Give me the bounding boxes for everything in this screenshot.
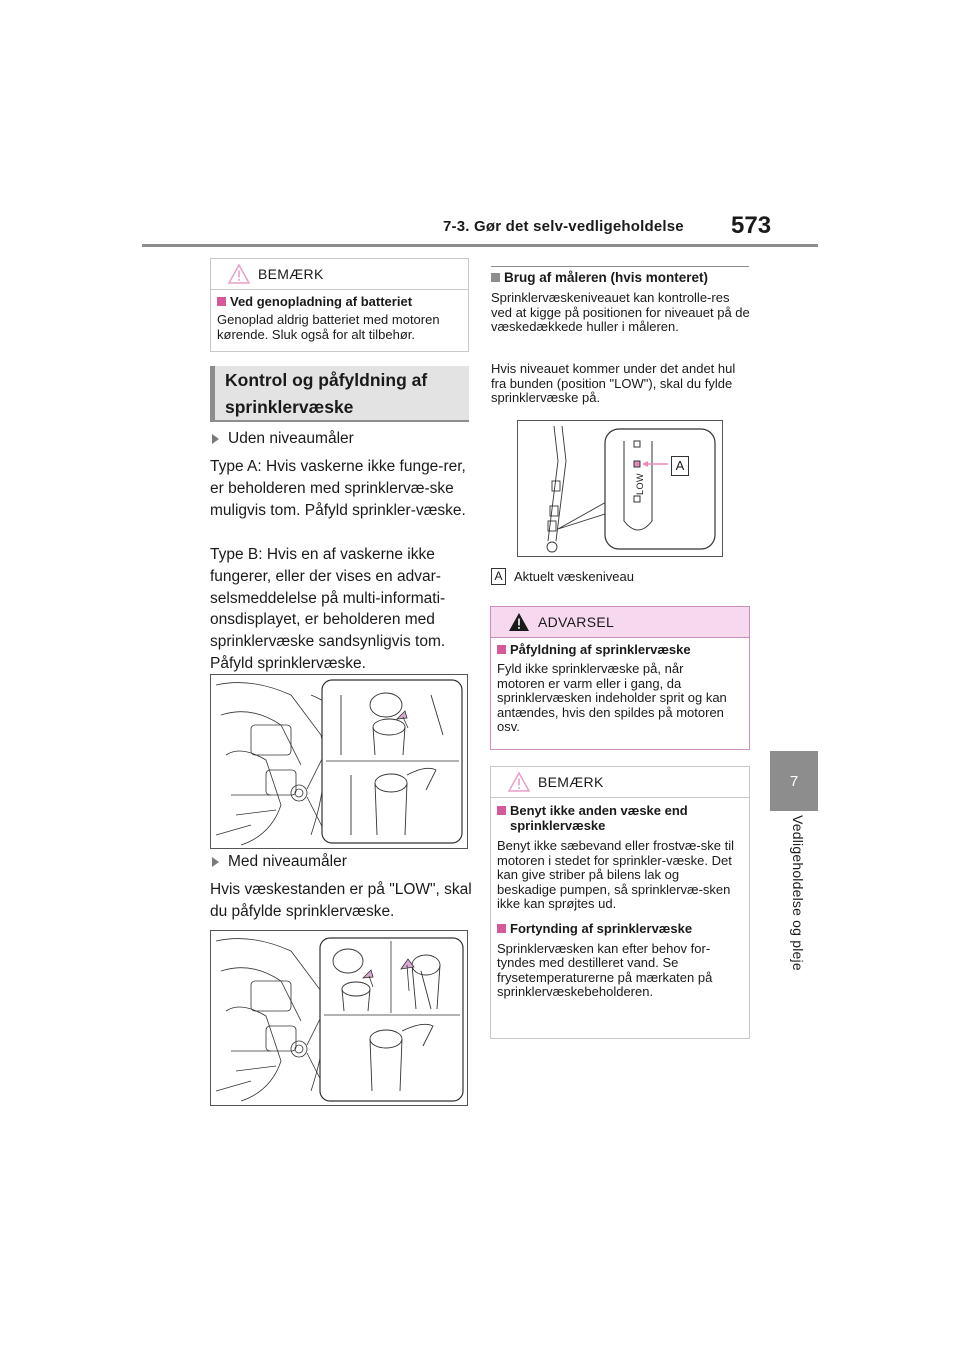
subsection-rule [491,266,749,267]
paragraph-type-b: Type B: Hvis en af vaskerne ikke fungerer, eller der vises en advar-selsmeddelelse på multi-informati-onsdisplayet, er beholderen med sprinklervæske sandsynligvis tom. Påfyld sprinklervæske. [210,546,446,672]
note-box-header [491,767,749,798]
note-text-1: Benyt ikke sæbevand eller frostvæ-ske til motoren i stedet for sprinkler-væske. Det kan give striber på bilens lak og beskadige pumpen, så sprinklervæ-sken ikke kan sprøjtes ud. [497,838,734,911]
paragraph-low-level: Hvis væskestanden er på "LOW", skal du påfylde sprinklervæske. [210,881,472,920]
figure-engine-bay-type-b [210,930,468,1106]
page-number: 573 [731,212,772,239]
note-heading: BEMÆRK [258,266,324,282]
bullet-square-icon [491,273,500,282]
note-subheading-1: Benyt ikke anden væske end sprinklervæske [497,803,707,833]
engine-illustration-icon [211,675,468,849]
note-subheading: Ved genopladning af batteriet [217,294,462,309]
figure-engine-bay-type-a [210,674,468,849]
note-box-battery [210,258,469,352]
note-text-2: Sprinklervæsken kan efter behov for-tyndes med destilleret vand. Se frysetemperaturerne på mærkaten på sprinklervæskebeholderen. [497,940,713,999]
warning-box [490,606,750,750]
section-heading [210,366,469,422]
bullet-without-gauge: Uden niveaumåler [212,430,354,448]
gauge-low-label: LOW [635,473,645,496]
legend-text: Aktuelt væskeniveau [514,569,634,584]
warning-subheading: Påfyldning af sprinklervæske [497,642,743,657]
note-text: Genoplad aldrig batteriet med motoren kørende. Sluk også for alt tilbehør. [217,312,440,342]
note-heading: BEMÆRK [538,774,604,790]
bullet-square-icon [217,297,226,306]
gauge-paragraph-2: Hvis niveauet kommer under det andet hul fra bunden (position "LOW"), skal du fylde sprinklervæske på. [491,361,736,405]
warning-heading: ADVARSEL [538,614,615,630]
figure-level-gauge [517,420,723,557]
note-box-fluid [490,766,750,1039]
legend-letter-a: A [491,568,506,585]
paragraph-type-a: Type A: Hvis vaskerne ikke funge-rer, er beholderen med sprinklervæ-ske muligvis tom. Påfyld sprinkler-væske. [210,458,466,519]
note-box-header [211,259,468,290]
gauge-subheading: Brug af måleren (hvis monteret) [491,270,708,285]
gauge-callout-a: A [671,456,689,476]
gauge-illustration-icon [518,421,723,557]
chapter-number: 7 [789,772,799,790]
warning-header [491,607,749,638]
bullet-square-icon [497,806,506,815]
header-rule [142,244,818,247]
bullet-triangle-icon [212,434,219,444]
chapter-label: Vedligeholdelse og pleje [790,815,806,971]
chapter-tab [770,751,818,811]
section-heading-line1: Kontrol og påfyldning af [225,370,428,390]
caution-triangle-icon [227,263,251,285]
engine-illustration-icon [211,931,468,1106]
warning-text: Fyld ikke sprinklervæske på, når motoren er varm eller i gang, da sprinklervæsken indeholder sprit og kan antændes, hvis den spildes på motoren osv. [497,661,727,734]
section-title: 7-3. Gør det selv-vedligeholdelse [443,218,684,235]
bullet-with-gauge: Med niveaumåler [212,853,347,871]
warning-triangle-icon [507,611,531,633]
bullet-square-icon [497,645,506,654]
gauge-paragraph-1: Sprinklervæskeniveauet kan kontrolle-res ved at kigge på positionen for niveauet på de væskedækkede huller i måleren. [491,290,750,334]
bullet-triangle-icon [212,857,219,867]
section-heading-line2: sprinklervæske [225,397,354,417]
caution-triangle-icon [507,771,531,793]
bullet-square-icon [497,924,506,933]
note-subheading-2: Fortynding af sprinklervæske [497,921,743,936]
